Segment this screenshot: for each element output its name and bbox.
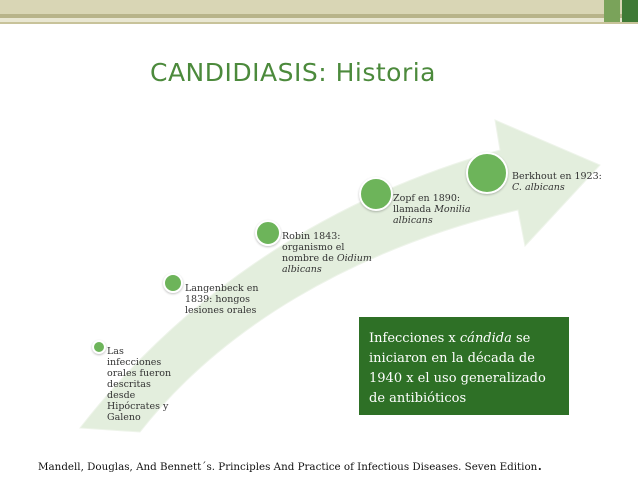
- label-line: Las: [107, 346, 124, 357]
- species-name: Oidium: [336, 253, 372, 264]
- timeline-label-langenbeck: [185, 283, 258, 316]
- timeline-node: [359, 177, 393, 211]
- info-box: [359, 317, 569, 415]
- label-line: Galeno: [107, 412, 141, 423]
- timeline-label-hipocrates: [107, 346, 171, 423]
- timeline-label-zopf: [393, 193, 471, 226]
- label-line: [393, 204, 471, 215]
- timeline-label-berkhout: [512, 171, 602, 193]
- label-line: 1839: hongos: [185, 294, 251, 305]
- label-line: [282, 264, 372, 275]
- label-line: lesiones orales: [185, 305, 257, 316]
- timeline-label-robin: [282, 231, 372, 275]
- citation-text: Mandell, Douglas, And Bennett´s. Principles And Practice of Infectious Diseases. Seven Edition: [38, 461, 538, 473]
- label-line: infecciones: [107, 357, 162, 368]
- species-name: C. albicans: [512, 182, 565, 193]
- info-italic: cándida: [459, 331, 512, 346]
- label-text: nombre de: [282, 253, 337, 264]
- label-line: Robin 1843:: [282, 231, 341, 242]
- timeline-node: [92, 340, 106, 354]
- label-line: Langenbeck en: [185, 283, 259, 294]
- info-line: [369, 329, 559, 349]
- citation-footer: [38, 455, 542, 474]
- label-line: orales fueron: [107, 368, 172, 379]
- label-line: Hipócrates y: [107, 401, 169, 412]
- species-name: albicans: [282, 264, 322, 275]
- label-line: [512, 182, 602, 193]
- species-name: albicans: [393, 215, 433, 226]
- label-line: Zopf en 1890:: [393, 193, 461, 204]
- label-text: llamada: [393, 204, 435, 215]
- label-line: organismo el: [282, 242, 345, 253]
- label-line: descritas: [107, 379, 151, 390]
- label-line: [282, 253, 372, 264]
- info-text: se: [511, 331, 531, 346]
- citation-period: .: [537, 455, 543, 474]
- slide-title: CANDIDIASIS: Historia: [150, 58, 437, 87]
- label-line: Berkhout en 1923:: [512, 171, 602, 182]
- timeline-node: [466, 152, 508, 194]
- timeline-node: [163, 273, 183, 293]
- info-line: iniciaron en la década de: [369, 351, 535, 366]
- label-line: desde: [107, 390, 136, 401]
- timeline-node: [255, 220, 281, 246]
- info-line: de antibióticos: [369, 391, 467, 406]
- info-text: Infecciones x: [369, 331, 460, 346]
- label-line: [393, 215, 471, 226]
- species-name: Monilia: [434, 204, 471, 215]
- info-line: 1940 x el uso generalizado: [369, 371, 546, 386]
